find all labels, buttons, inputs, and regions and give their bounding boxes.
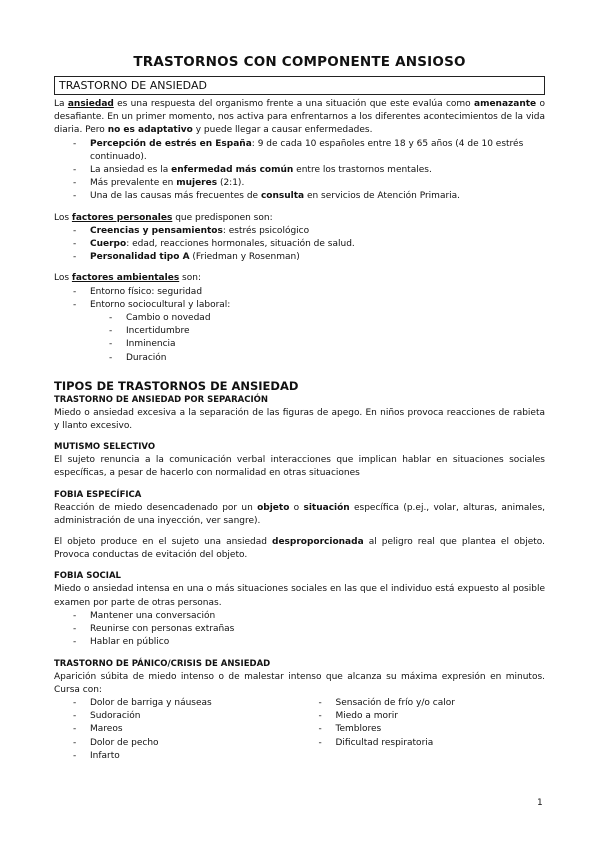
list-item: - Dificultad respiratoria xyxy=(300,737,546,750)
document-page xyxy=(54,52,545,763)
panic-text: Aparición súbita de miedo intenso o de malestar intenso que alcanza su máxima expresión en minutos. Cursa con: xyxy=(54,671,545,695)
social-phobia-heading: FOBIA SOCIAL xyxy=(54,571,121,582)
list-item: - Más prevalente en mujeres (2:1). xyxy=(54,177,545,190)
separation-heading: TRASTORNO DE ANSIEDAD POR SEPARACIÓN xyxy=(54,394,268,405)
list-item: - La ansiedad es la enfermedad más común entre los trastornos mentales. xyxy=(54,164,545,177)
mutism-text: El sujeto renuncia a la comunicación verbal interacciones que implican hablar en situaciones sociales específicas, a pesar de hacerlo con normalidad en otras situaciones xyxy=(54,455,545,479)
list-item: - Cuerpo: edad, reacciones hormonales, situación de salud. xyxy=(54,238,545,251)
list-item: - Infarto xyxy=(54,750,300,763)
panic-symptoms-col-2 xyxy=(300,697,546,763)
environmental-factors-list xyxy=(54,286,545,365)
personal-factors-intro: Los factores personales que predisponen son: xyxy=(54,212,273,223)
separation-text: Miedo o ansiedad excesiva a la separación de las figuras de apego. En niños provoca reacciones de rabieta y llanto excesivo. xyxy=(54,407,545,432)
list-item: - Sensación de frío y/o calor xyxy=(300,697,546,710)
sub-list-item: - Incertidumbre xyxy=(54,325,545,338)
list-item: - Mantener una conversación xyxy=(54,610,545,623)
types-heading: TIPOS DE TRASTORNOS DE ANSIEDAD xyxy=(54,378,299,393)
specific-phobia-text-2: El objeto produce en el sujeto una ansiedad desproporcionada al peligro real que plantea el objeto. Provoca conductas de evitación del objeto. xyxy=(54,537,546,561)
list-item: - Una de las causas más frecuentes de consulta en servicios de Atención Primaria. xyxy=(54,190,545,203)
list-item: - Temblores xyxy=(300,723,546,736)
panic-symptoms-col-1 xyxy=(54,697,300,763)
list-item: - Creencias y pensamientos: estrés psicológico xyxy=(54,225,545,238)
mutism-heading: MUTISMO SELECTIVO xyxy=(54,442,156,453)
social-phobia-list xyxy=(54,610,545,650)
panic-heading: TRASTORNO DE PÁNICO/CRISIS DE ANSIEDAD xyxy=(54,658,271,669)
page-number: 1 xyxy=(537,798,543,808)
list-item: - Dolor de pecho xyxy=(54,737,300,750)
specific-phobia-text: Reacción de miedo desencadenado por un objeto o situación específica (p.ej., volar, alturas, animales, administración de una inyección, ver sangre). xyxy=(54,502,546,526)
sub-list-item: - Inminencia xyxy=(54,338,545,351)
intro-paragraph: La ansiedad es una respuesta del organismo frente a una situación que este evalúa como amenazante o desafiante. En un primer momento, nos activa para enfrentarnos a los diferentes acontecimientos de la vida diaria. Pero no es adaptativo y puede llegar a causar enfermedades. xyxy=(54,99,545,136)
list-item: - Personalidad tipo A (Friedman y Rosenman) xyxy=(54,251,545,264)
environmental-factors-intro: Los factores ambientales son: xyxy=(54,273,201,284)
list-item: - Entorno sociocultural y laboral: xyxy=(54,299,545,312)
sub-list-item: - Cambio o novedad xyxy=(54,312,545,325)
section-box-heading: TRASTORNO DE ANSIEDAD xyxy=(54,76,545,95)
list-item: - Reunirse con personas extrañas xyxy=(54,623,545,636)
list-item: - Entorno físico: seguridad xyxy=(54,286,545,299)
list-item: - Mareos xyxy=(54,723,300,736)
social-phobia-text: Miedo o ansiedad intensa en una o más situaciones sociales en las que el individuo está expuesto al posible examen por parte de otras personas. xyxy=(54,584,545,608)
list-item: - Miedo a morir xyxy=(300,710,546,723)
list-item: - Percepción de estrés en España: 9 de cada 10 españoles entre 18 y 65 años (4 de 10 estrés continuado). xyxy=(54,138,545,164)
list-item: - Sudoración xyxy=(54,710,300,723)
sub-list-item: - Duración xyxy=(54,352,545,365)
personal-factors-list xyxy=(54,225,545,265)
panic-symptoms xyxy=(54,697,545,763)
intro-list xyxy=(54,138,545,204)
specific-phobia-heading: FOBIA ESPECÍFICA xyxy=(54,489,142,500)
list-item: - Hablar en público xyxy=(54,636,545,649)
page-title: TRASTORNOS CON COMPONENTE ANSIOSO xyxy=(133,54,466,70)
list-item: - Dolor de barriga y náuseas xyxy=(54,697,300,710)
